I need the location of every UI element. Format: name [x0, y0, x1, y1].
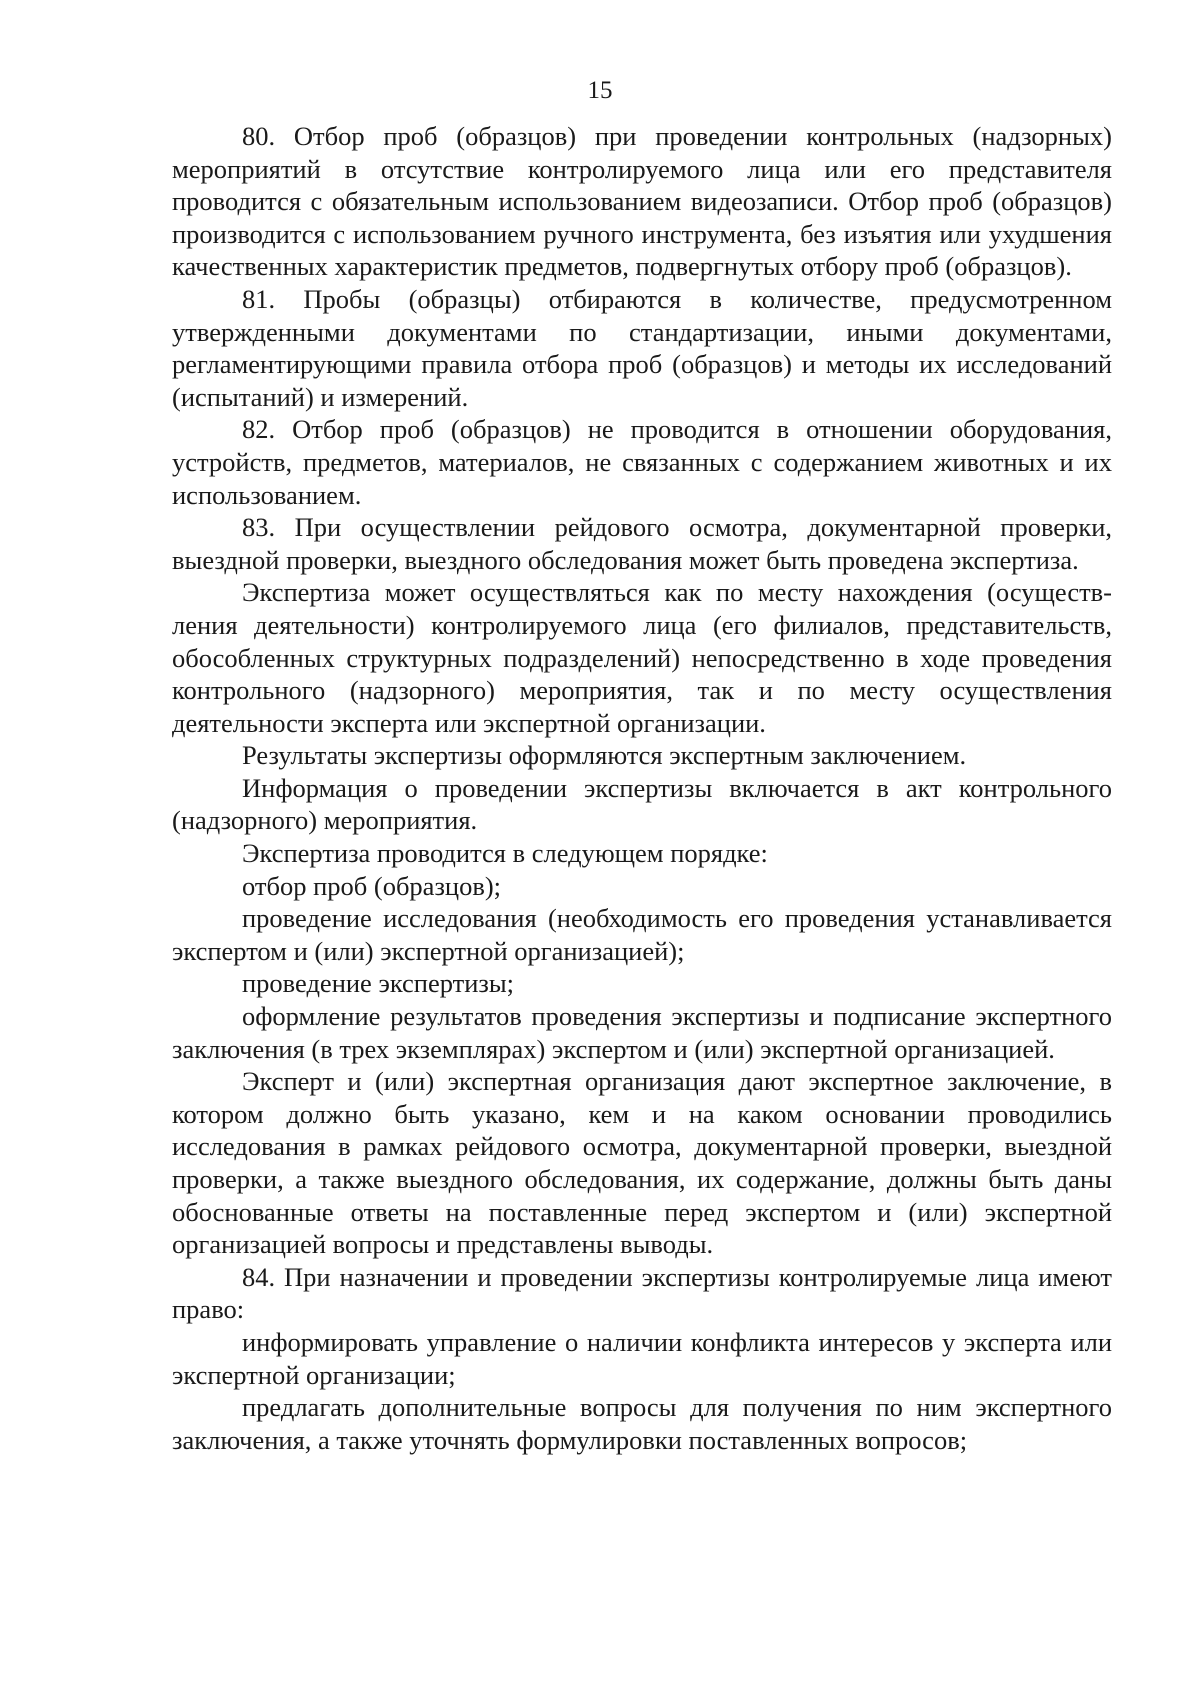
list-item-additional-questions: предлагать дополнительные вопросы для получения по ним экспертного заключения, а также уточнять формулировки поставленных вопросов;: [172, 1392, 1112, 1455]
paragraph-expert-conclusion: Эксперт и (или) экспертная организация дают экспертное заключение, в котором должно быть указано, кем и на каком основании проводились исследования в рамках рейдового осмотра, документарной проверки, выездной проверки, а также выездного обследования, их содержание, должны быть даны обоснованные ответы на поставленные перед экспертом и (или) экспертной организацией вопросы и представлены выводы.: [172, 1066, 1112, 1260]
paragraph-expertise-info: Информация о проведении экспертизы включается в акт контрольного (надзорного) мероприятия.: [172, 772, 1112, 836]
page-number: 15: [587, 77, 613, 104]
paragraph-83: 83. При осуществлении рейдового осмотра, документарной проверки, выездной проверки, выездного обследования может быть проведена экспертиза.: [172, 512, 1112, 575]
paragraph-expertise-results: Результаты экспертизы оформляются экспертным заключением.: [242, 740, 967, 771]
paragraph-82: 82. Отбор проб (образцов) не проводится в отношении оборудования, устройств, предметов, материалов, не связанных с содержанием животных и их использованием.: [172, 414, 1112, 510]
paragraph-84: 84. При назначении и проведении экспертизы контролируемые лица имеют право:: [172, 1261, 1112, 1325]
paragraph-expertise-order: Экспертиза проводится в следующем порядке:: [242, 838, 768, 869]
list-item-sampling: отбор проб (образцов);: [242, 870, 502, 901]
paragraph-expertise-location: Экспертиза может осуществляться как по месту нахождения (осуществления деятельности) контролируемого лица (его филиалов, представительств, обособленных структурных подразделений) непосредственно в ходе проведения контрольного (надзорного) мероприятия, так и по месту осуществления деятельности эксперта или экспертной организации.: [172, 577, 1112, 738]
list-item-conflict-of-interest: информировать управление о наличии конфликта интересов у эксперта или экспертной организации;: [172, 1326, 1112, 1390]
paragraph-80: 80. Отбор проб (образцов) при проведении контрольных (надзорных) мероприятий в отсутствие контролируемого лица или его представителя проводится с обязательным использованием видеозаписи. Отбор проб (образцов) производится с использованием ручного инструмента, без изъятия или ухудшения качественных характеристик предметов, подвергнутых отбору проб (образцов).: [172, 121, 1112, 282]
paragraph-81: 81. Пробы (образцы) отбираются в количестве, предусмотренном утвержденными документами по стандартизации, иными документами, регламентирующими правила отбора проб (образцов) и методы их исследований (испытаний) и измерений.: [172, 283, 1112, 412]
list-item-research: проведение исследования (необходимость его проведения устанавливается экспертом и (или) экспертной организацией);: [172, 903, 1112, 966]
list-item-expertise: проведение экспертизы;: [242, 968, 515, 999]
list-item-results: оформление результатов проведения экспертизы и подписание экспертного заключения (в трех экземплярах) экспертом и (или) экспертной организацией.: [172, 1001, 1112, 1064]
document-body: [172, 120, 1112, 1456]
